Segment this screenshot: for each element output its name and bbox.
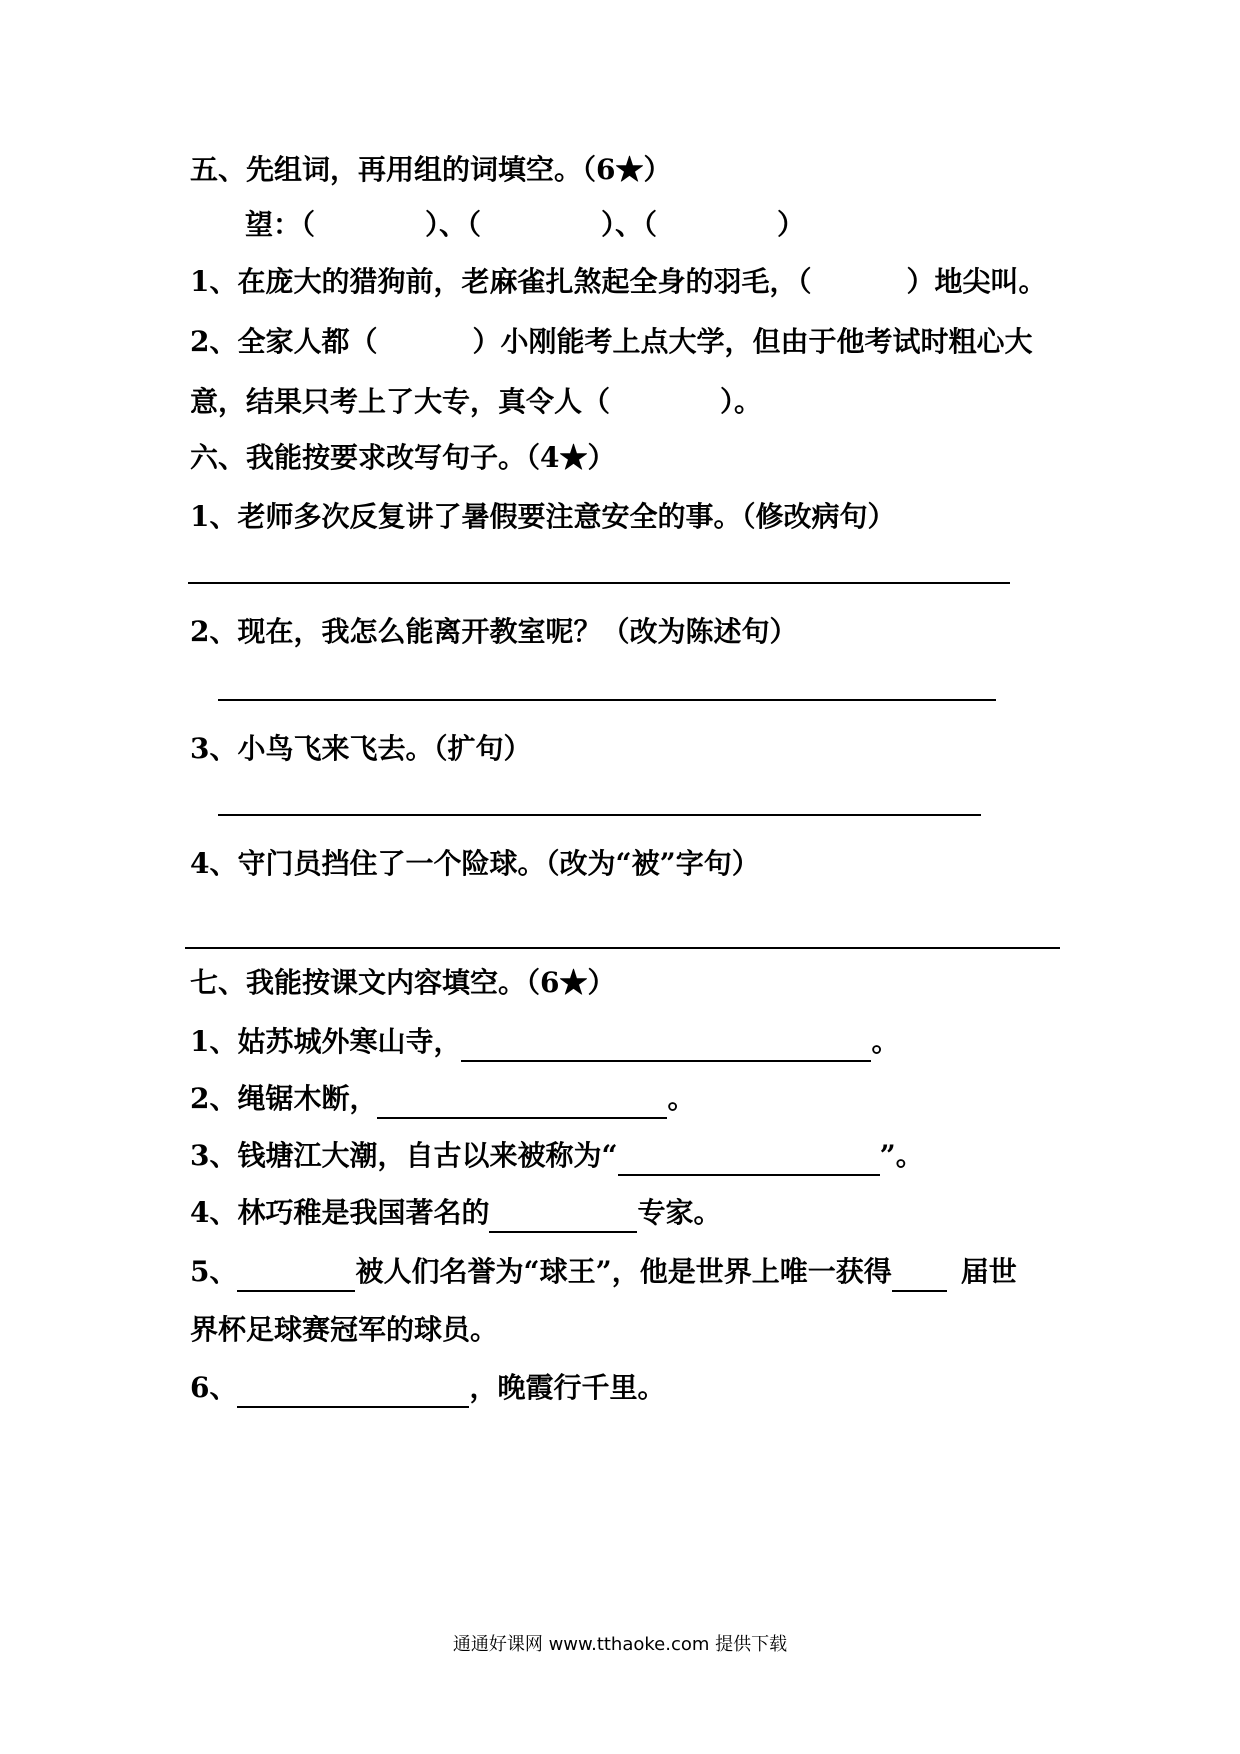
sec7-question-3: 3、钱塘江大潮，自古以来被称为“ ”。 <box>190 1136 924 1176</box>
sec6-question-3: 3、小鸟飞来飞去。（扩句） <box>190 732 532 765</box>
fill-blank <box>461 1030 871 1062</box>
sec5-question-2: 2、全家人都（ ）小刚能考上点大学，但由于他考试时粗心大 <box>190 325 1033 358</box>
answer-line-1 <box>188 582 1010 584</box>
fill-blank <box>377 1087 667 1119</box>
sec7-question-4: 4、林巧稚是我国著名的 专家。 <box>190 1193 722 1233</box>
fill-blank <box>618 1144 880 1176</box>
answer-line-4 <box>185 947 1060 949</box>
wang-close: ） <box>777 208 806 241</box>
section-5-heading: 五、先组词，再用组的词填空。（6★） <box>190 153 672 186</box>
sec7-question-5: 5、 被人们名誉为“球王”，他是世界上唯一获得 届世 <box>190 1252 1017 1292</box>
section-6-heading: 六、我能按要求改写句子。（4★） <box>190 441 616 474</box>
sec6-question-4: 4、守门员挡住了一个险球。（改为“被”字句） <box>190 847 760 880</box>
sec5-question-2-cont: 意，结果只考上了大专，真令人（ ）。 <box>190 385 763 418</box>
wang-separator-1: ）、（ <box>425 208 482 241</box>
section-7-heading: 七、我能按课文内容填空。（6★） <box>190 966 616 999</box>
sec7-question-2: 2、绳锯木断， 。 <box>190 1079 696 1119</box>
answer-line-3 <box>218 814 981 816</box>
fill-blank <box>489 1201 637 1233</box>
wang-separator-2: ）、（ <box>601 208 658 241</box>
sec7-question-1: 1、姑苏城外寒山寺， 。 <box>190 1022 900 1062</box>
fill-blank <box>237 1376 469 1408</box>
sec7-question-6: 6、 ，晚霞行千里。 <box>190 1368 666 1408</box>
sec6-question-2: 2、现在，我怎么能离开教室呢？（改为陈述句） <box>190 615 798 648</box>
fill-blank <box>237 1260 355 1292</box>
answer-line-2 <box>218 699 996 701</box>
fill-blank <box>892 1260 947 1292</box>
sec6-question-1: 1、老师多次反复讲了暑假要注意安全的事。（修改病句） <box>190 500 896 533</box>
wang-word-row <box>245 205 805 245</box>
sec5-question-1: 1、在庞大的猎狗前，老麻雀扎煞起全身的羽毛，（ ）地尖叫。 <box>190 265 1047 298</box>
sec7-question-5-cont: 界杯足球赛冠军的球员。 <box>190 1313 499 1346</box>
wang-label: 望：（ <box>245 208 316 241</box>
footer-credit: 通通好课网 www.tthaoke.com 提供下载 <box>452 1634 788 1655</box>
